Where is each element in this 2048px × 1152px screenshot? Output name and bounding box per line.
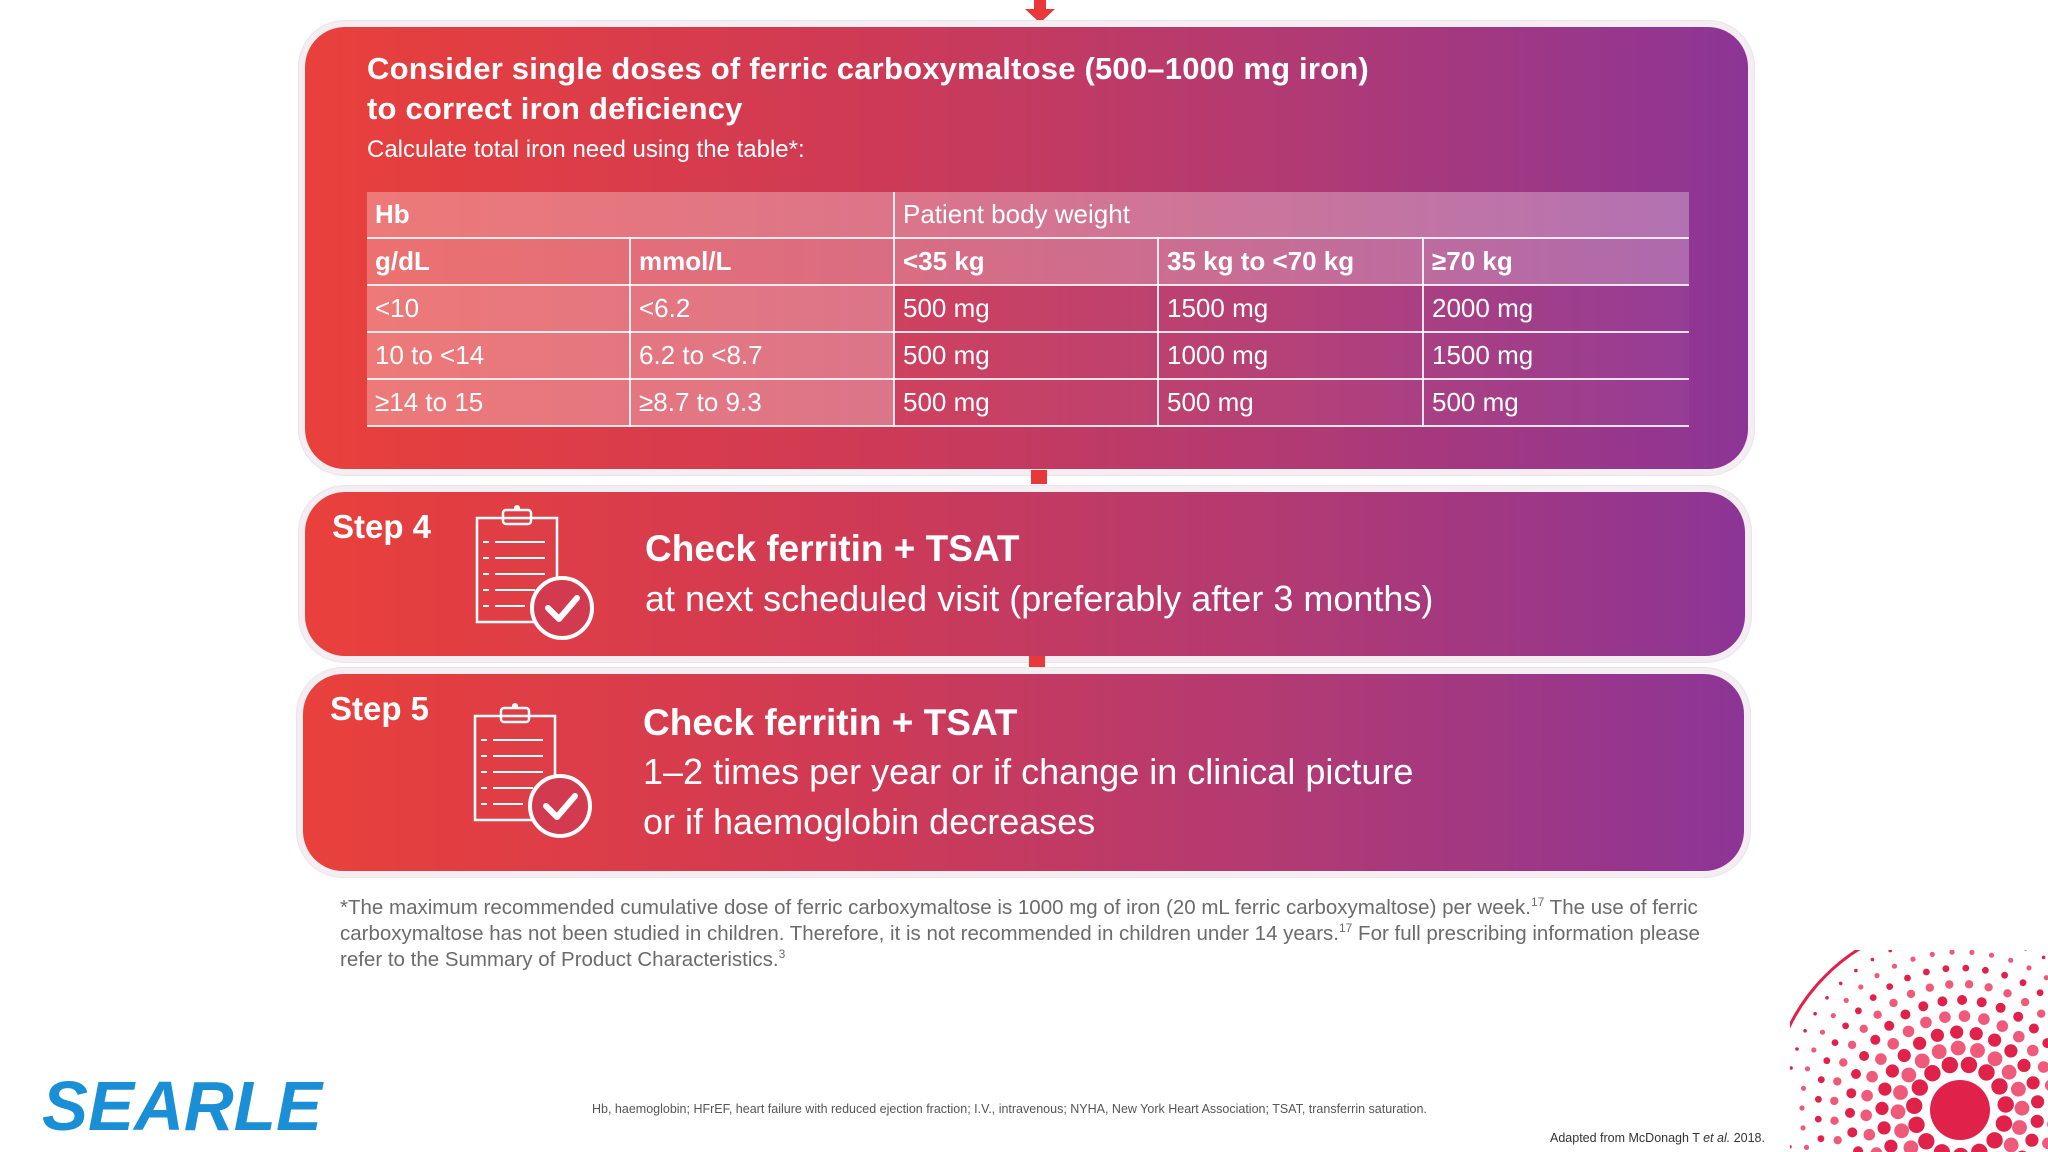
hb-header: Hb (367, 192, 894, 238)
flow-connector (1031, 470, 1047, 484)
table-cell: 500 mg (1423, 379, 1689, 426)
iron-need-table (367, 192, 1689, 427)
abbreviations: Hb, haemoglobin; HFrEF, heart failure with reduced ejection fraction; I.V., intravenous; NYHA, New York Heart Association; TSAT, transferrin saturation. (592, 1102, 1427, 1116)
step-label: Step 5 (330, 690, 430, 727)
table-row (367, 379, 1689, 426)
table-cell: 1500 mg (1158, 285, 1423, 332)
clipboard-check-icon (465, 502, 595, 642)
step-description-line-2: or if haemoglobin decreases (643, 801, 1096, 842)
table-cell: 500 mg (1158, 379, 1423, 426)
table-row (367, 285, 1689, 332)
dot-pattern-decoration (1790, 950, 2048, 1152)
flow-connector (1029, 656, 1045, 670)
reference-marker: 17 (1530, 895, 1545, 910)
footnote-text: The use of ferric carboxymaltose has not been studied in children. Therefore, it is not recommended in children under 14 years. (340, 896, 1698, 945)
body-weight-header: Patient body weight (894, 192, 1689, 238)
col-header-gdl: g/dL (367, 238, 630, 285)
logo-text: SEARLE (42, 1067, 325, 1140)
table-cell: ≥8.7 to 9.3 (630, 379, 894, 426)
table-cell: <10 (367, 285, 630, 332)
step-title: Check ferritin + TSAT (645, 528, 1020, 569)
table-cell: 500 mg (894, 285, 1158, 332)
table-cell: 2000 mg (1423, 285, 1689, 332)
reference-marker: 3 (778, 947, 786, 962)
table-group-header-row (367, 192, 1689, 238)
footnote-text: For full prescribing information please refer to the Summary of Product Characteristics. (340, 922, 1700, 971)
table-column-header-row (367, 238, 1689, 285)
table-cell: 1000 mg (1158, 332, 1423, 379)
title-line-2: to correct iron deficiency (367, 91, 743, 126)
step-label: Step 4 (332, 508, 432, 545)
footnote-text: *The maximum recommended cumulative dose of ferric carboxymaltose is 1000 mg of iron (20 mL ferric carboxymaltose) per week. (340, 896, 1531, 919)
col-header-under-35: <35 kg (894, 238, 1158, 285)
table-cell: ≥14 to 15 (367, 379, 630, 426)
panel-title (367, 49, 1667, 129)
step-4-panel (305, 492, 1745, 656)
table-cell: <6.2 (630, 285, 894, 332)
col-header-mmol: mmol/L (630, 238, 894, 285)
reference-marker: 17 (1339, 921, 1353, 936)
table-cell: 500 mg (894, 379, 1158, 426)
step-description: at next scheduled visit (preferably after 3 months) (645, 578, 1434, 619)
table-cell: 500 mg (894, 332, 1158, 379)
searle-logo (38, 1066, 328, 1140)
iron-dose-panel (305, 27, 1748, 469)
panel-subtitle: Calculate total iron need using the table*: (367, 136, 805, 163)
step-description-line-1: 1–2 times per year or if change in clinical picture (643, 751, 1414, 792)
col-header-over-70: ≥70 kg (1423, 238, 1689, 285)
col-header-35-to-70: 35 kg to <70 kg (1158, 238, 1423, 285)
step-title: Check ferritin + TSAT (643, 702, 1018, 743)
table-row (367, 332, 1689, 379)
table-cell: 1500 mg (1423, 332, 1689, 379)
clipboard-check-icon (463, 700, 593, 840)
table-cell: 6.2 to <8.7 (630, 332, 894, 379)
step-5-panel (303, 674, 1744, 871)
table-cell: 10 to <14 (367, 332, 630, 379)
dosing-footnote (340, 895, 1700, 973)
title-line-1: Consider single doses of ferric carboxymaltose (500–1000 mg iron) (367, 51, 1369, 86)
source-citation: Adapted from McDonagh T et al. 2018. (1550, 1131, 1765, 1145)
